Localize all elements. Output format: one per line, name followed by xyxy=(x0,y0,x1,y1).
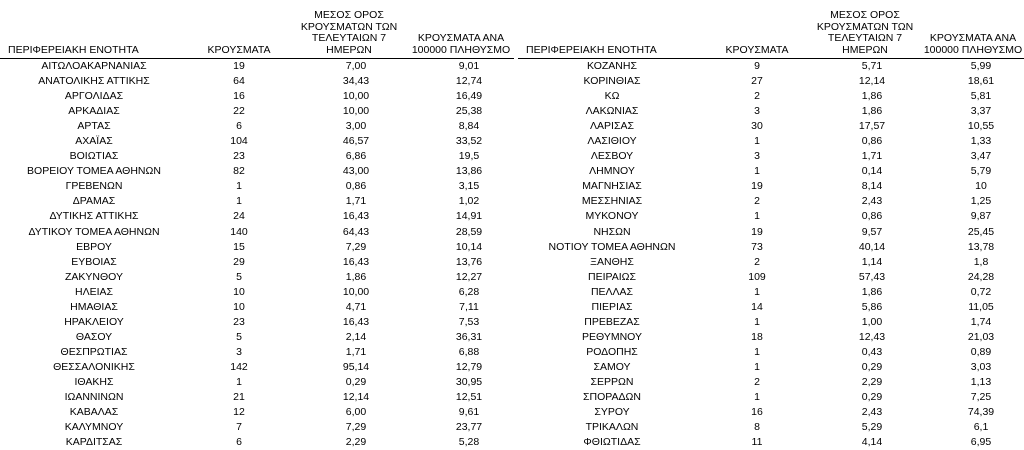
region-cell: ΘΕΣΠΡΩΤΙΑΣ xyxy=(0,345,188,360)
table-row xyxy=(0,255,514,270)
avg-7-days-cell: 7,00 xyxy=(290,59,408,75)
table-row xyxy=(0,360,514,375)
region-cell: ΗΛΕΙΑΣ xyxy=(0,285,188,300)
table-row xyxy=(0,435,514,450)
table-row xyxy=(518,375,1024,390)
table-row xyxy=(518,360,1024,375)
region-cell: ΖΑΚΥΝΘΟΥ xyxy=(0,270,188,285)
table-header-row xyxy=(518,8,1024,59)
avg-7-days-cell: 0,29 xyxy=(290,375,408,390)
table-row xyxy=(518,104,1024,119)
table-row xyxy=(518,194,1024,209)
cases-cell: 5 xyxy=(188,270,290,285)
avg-7-days-cell: 17,57 xyxy=(808,119,922,134)
table-row xyxy=(0,194,514,209)
cases-per-100k-cell: 74,39 xyxy=(922,405,1024,420)
region-cell: ΜΕΣΣΗΝΙΑΣ xyxy=(518,194,706,209)
region-cell: ΔΡΑΜΑΣ xyxy=(0,194,188,209)
table-row xyxy=(518,240,1024,255)
avg-7-days-cell: 0,86 xyxy=(290,179,408,194)
region-cell: ΠΡΕΒΕΖΑΣ xyxy=(518,315,706,330)
table-row xyxy=(518,315,1024,330)
cases-per-100k-cell: 5,81 xyxy=(922,89,1024,104)
cases-cell: 23 xyxy=(188,315,290,330)
table-row xyxy=(0,315,514,330)
table-row xyxy=(0,420,514,435)
avg-7-days-cell: 0,29 xyxy=(808,360,922,375)
cases-cell: 9 xyxy=(706,59,808,75)
avg-7-days-cell: 16,43 xyxy=(290,255,408,270)
cases-per-100k-cell: 5,99 xyxy=(922,59,1024,75)
table-row xyxy=(0,300,514,315)
cases-cell: 8 xyxy=(706,420,808,435)
cases-per-100k-cell: 12,74 xyxy=(408,74,514,89)
table-row xyxy=(0,209,514,224)
avg-7-days-cell: 40,14 xyxy=(808,240,922,255)
avg-7-days-cell: 1,71 xyxy=(290,194,408,209)
avg-7-days-cell: 1,71 xyxy=(290,345,408,360)
cases-per-100k-cell: 7,11 xyxy=(408,300,514,315)
region-cell: ΚΟΡΙΝΘΙΑΣ xyxy=(518,74,706,89)
region-cell: ΛΕΣΒΟΥ xyxy=(518,149,706,164)
cases-per-100k-cell: 7,25 xyxy=(922,390,1024,405)
table-row xyxy=(518,149,1024,164)
table-row xyxy=(0,134,514,149)
cases-per-100k-cell: 11,05 xyxy=(922,300,1024,315)
region-cell: ΒΟΡΕΙΟΥ ΤΟΜΕΑ ΑΘΗΝΩΝ xyxy=(0,164,188,179)
region-cell: ΑΡΤΑΣ xyxy=(0,119,188,134)
cases-per-100k-cell: 5,28 xyxy=(408,435,514,450)
cases-per-100k-cell: 28,59 xyxy=(408,225,514,240)
avg-7-days-cell: 0,43 xyxy=(808,345,922,360)
table-row xyxy=(0,375,514,390)
cases-per-100k-cell: 9,87 xyxy=(922,209,1024,224)
cases-per-100k-cell: 16,49 xyxy=(408,89,514,104)
cases-cell: 6 xyxy=(188,119,290,134)
cases-cell: 1 xyxy=(706,164,808,179)
cases-per-100k-cell: 12,79 xyxy=(408,360,514,375)
avg-7-days-cell: 5,29 xyxy=(808,420,922,435)
region-cell: ΘΑΣΟΥ xyxy=(0,330,188,345)
cases-per-100k-cell: 19,5 xyxy=(408,149,514,164)
region-cell: ΙΩΑΝΝΙΝΩΝ xyxy=(0,390,188,405)
avg-7-days-cell: 5,71 xyxy=(808,59,922,75)
cases-cell: 73 xyxy=(706,240,808,255)
cases-per-100k-cell: 9,61 xyxy=(408,405,514,420)
region-cell: ΡΕΘΥΜΝΟΥ xyxy=(518,330,706,345)
cases-cell: 1 xyxy=(188,179,290,194)
cases-per-100k-cell: 1,33 xyxy=(922,134,1024,149)
avg-7-days-cell: 2,29 xyxy=(808,375,922,390)
region-cell: ΦΘΙΩΤΙΔΑΣ xyxy=(518,435,706,450)
table-row xyxy=(0,390,514,405)
region-cell: ΝΟΤΙΟΥ ΤΟΜΕΑ ΑΘΗΝΩΝ xyxy=(518,240,706,255)
cases-cell: 19 xyxy=(706,225,808,240)
cases-per-100k-cell: 24,28 xyxy=(922,270,1024,285)
avg-7-days-cell: 95,14 xyxy=(290,360,408,375)
cases-cell: 2 xyxy=(706,89,808,104)
table-row xyxy=(518,420,1024,435)
region-cell: ΚΑΛΥΜΝΟΥ xyxy=(0,420,188,435)
region-cell: ΣΠΟΡΑΔΩΝ xyxy=(518,390,706,405)
cases-table-left xyxy=(0,8,514,450)
region-cell: ΒΟΙΩΤΙΑΣ xyxy=(0,149,188,164)
avg-7-days-cell: 34,43 xyxy=(290,74,408,89)
region-cell: ΔΥΤΙΚΗΣ ΑΤΤΙΚΗΣ xyxy=(0,209,188,224)
avg-7-days-cell: 4,14 xyxy=(808,435,922,450)
cases-per-100k-cell: 3,47 xyxy=(922,149,1024,164)
avg-7-days-cell: 1,71 xyxy=(808,149,922,164)
cases-cell: 82 xyxy=(188,164,290,179)
cases-per-100k-cell: 10,14 xyxy=(408,240,514,255)
header-region: ΠΕΡΙΦΕΡΕΙΑΚΗ ΕΝΟΤΗΤΑ xyxy=(0,8,188,59)
cases-per-100k-cell: 1,8 xyxy=(922,255,1024,270)
cases-cell: 10 xyxy=(188,285,290,300)
region-cell: ΚΑΒΑΛΑΣ xyxy=(0,405,188,420)
cases-per-100k-cell: 33,52 xyxy=(408,134,514,149)
cases-cell: 18 xyxy=(706,330,808,345)
region-cell: ΣΑΜΟΥ xyxy=(518,360,706,375)
table-row xyxy=(518,89,1024,104)
table-row xyxy=(518,134,1024,149)
region-cell: ΔΥΤΙΚΟΥ ΤΟΜΕΑ ΑΘΗΝΩΝ xyxy=(0,225,188,240)
table-row xyxy=(518,74,1024,89)
cases-cell: 1 xyxy=(706,315,808,330)
cases-cell: 15 xyxy=(188,240,290,255)
cases-per-100k-cell: 7,53 xyxy=(408,315,514,330)
avg-7-days-cell: 1,86 xyxy=(808,89,922,104)
cases-cell: 3 xyxy=(706,104,808,119)
table-row xyxy=(0,225,514,240)
avg-7-days-cell: 16,43 xyxy=(290,209,408,224)
header-avg-7-days: ΜΕΣΟΣ ΟΡΟΣ ΚΡΟΥΣΜΑΤΩΝ ΤΩΝ ΤΕΛΕΥΤΑΙΩΝ 7 ΗΜΕΡΩΝ xyxy=(808,8,922,59)
region-cell: ΗΡΑΚΛΕΙΟΥ xyxy=(0,315,188,330)
avg-7-days-cell: 3,00 xyxy=(290,119,408,134)
header-cases-per-100k: ΚΡΟΥΣΜΑΤΑ ΑΝΑ 100000 ΠΛΗΘΥΣΜΟ xyxy=(408,8,514,59)
cases-cell: 5 xyxy=(188,330,290,345)
cases-cell: 2 xyxy=(706,255,808,270)
avg-7-days-cell: 4,71 xyxy=(290,300,408,315)
cases-per-100k-cell: 3,15 xyxy=(408,179,514,194)
table-row xyxy=(0,59,514,75)
avg-7-days-cell: 10,00 xyxy=(290,104,408,119)
region-cell: ΝΗΣΩΝ xyxy=(518,225,706,240)
table-row xyxy=(0,179,514,194)
table-row xyxy=(0,119,514,134)
cases-cell: 2 xyxy=(706,375,808,390)
region-cell: ΣΥΡΟΥ xyxy=(518,405,706,420)
region-cell: ΑΡΓΟΛΙΔΑΣ xyxy=(0,89,188,104)
cases-cell: 23 xyxy=(188,149,290,164)
cases-cell: 24 xyxy=(188,209,290,224)
avg-7-days-cell: 7,29 xyxy=(290,240,408,255)
table-row xyxy=(518,345,1024,360)
region-cell: ΠΙΕΡΙΑΣ xyxy=(518,300,706,315)
cases-per-100k-cell: 12,51 xyxy=(408,390,514,405)
avg-7-days-cell: 8,14 xyxy=(808,179,922,194)
avg-7-days-cell: 57,43 xyxy=(808,270,922,285)
header-avg-7-days: ΜΕΣΟΣ ΟΡΟΣ ΚΡΟΥΣΜΑΤΩΝ ΤΩΝ ΤΕΛΕΥΤΑΙΩΝ 7 ΗΜΕΡΩΝ xyxy=(290,8,408,59)
cases-cell: 30 xyxy=(706,119,808,134)
table-row xyxy=(518,59,1024,75)
region-cell: ΛΑΡΙΣΑΣ xyxy=(518,119,706,134)
table-row xyxy=(518,255,1024,270)
cases-per-100k-cell: 36,31 xyxy=(408,330,514,345)
cases-table-right-body xyxy=(518,59,1024,450)
cases-cell: 6 xyxy=(188,435,290,450)
region-cell: ΛΗΜΝΟΥ xyxy=(518,164,706,179)
region-cell: ΑΡΚΑΔΙΑΣ xyxy=(0,104,188,119)
table-row xyxy=(518,164,1024,179)
avg-7-days-cell: 9,57 xyxy=(808,225,922,240)
cases-cell: 19 xyxy=(706,179,808,194)
cases-per-100k-cell: 9,01 xyxy=(408,59,514,75)
region-cell: ΞΑΝΘΗΣ xyxy=(518,255,706,270)
cases-cell: 1 xyxy=(706,390,808,405)
avg-7-days-cell: 0,86 xyxy=(808,134,922,149)
avg-7-days-cell: 1,86 xyxy=(808,104,922,119)
cases-per-100k-cell: 13,76 xyxy=(408,255,514,270)
avg-7-days-cell: 0,14 xyxy=(808,164,922,179)
cases-per-100k-cell: 0,89 xyxy=(922,345,1024,360)
cases-cell: 22 xyxy=(188,104,290,119)
avg-7-days-cell: 2,14 xyxy=(290,330,408,345)
header-region: ΠΕΡΙΦΕΡΕΙΑΚΗ ΕΝΟΤΗΤΑ xyxy=(518,8,706,59)
table-row xyxy=(518,270,1024,285)
table-row xyxy=(0,74,514,89)
cases-per-100k-cell: 1,25 xyxy=(922,194,1024,209)
table-row xyxy=(518,119,1024,134)
cases-per-100k-cell: 3,03 xyxy=(922,360,1024,375)
table-row xyxy=(0,104,514,119)
avg-7-days-cell: 0,86 xyxy=(808,209,922,224)
cases-table-left-body xyxy=(0,59,514,450)
region-cell: ΚΩ xyxy=(518,89,706,104)
cases-per-100k-cell: 6,95 xyxy=(922,435,1024,450)
table-row xyxy=(518,435,1024,450)
table-row xyxy=(518,405,1024,420)
header-cases: ΚΡΟΥΣΜΑΤΑ xyxy=(188,8,290,59)
region-cell: ΑΝΑΤΟΛΙΚΗΣ ΑΤΤΙΚΗΣ xyxy=(0,74,188,89)
cases-cell: 29 xyxy=(188,255,290,270)
table-row xyxy=(0,345,514,360)
avg-7-days-cell: 16,43 xyxy=(290,315,408,330)
region-cell: ΤΡΙΚΑΛΩΝ xyxy=(518,420,706,435)
table-row xyxy=(518,179,1024,194)
cases-cell: 104 xyxy=(188,134,290,149)
region-cell: ΛΑΚΩΝΙΑΣ xyxy=(518,104,706,119)
cases-cell: 1 xyxy=(706,345,808,360)
cases-per-100k-cell: 5,79 xyxy=(922,164,1024,179)
region-cell: ΚΑΡΔΙΤΣΑΣ xyxy=(0,435,188,450)
cases-per-100k-cell: 25,45 xyxy=(922,225,1024,240)
cases-per-100k-cell: 1,74 xyxy=(922,315,1024,330)
avg-7-days-cell: 1,86 xyxy=(808,285,922,300)
cases-cell: 1 xyxy=(188,194,290,209)
region-cell: ΜΥΚΟΝΟΥ xyxy=(518,209,706,224)
region-cell: ΛΑΣΙΘΙΟΥ xyxy=(518,134,706,149)
cases-cell: 1 xyxy=(188,375,290,390)
header-cases-per-100k: ΚΡΟΥΣΜΑΤΑ ΑΝΑ 100000 ΠΛΗΘΥΣΜΟ xyxy=(922,8,1024,59)
region-cell: ΘΕΣΣΑΛΟΝΙΚΗΣ xyxy=(0,360,188,375)
table-row xyxy=(518,209,1024,224)
region-cell: ΕΒΡΟΥ xyxy=(0,240,188,255)
cases-cell: 27 xyxy=(706,74,808,89)
cases-per-100k-cell: 25,38 xyxy=(408,104,514,119)
cases-per-100k-cell: 1,13 xyxy=(922,375,1024,390)
cases-per-100k-cell: 6,1 xyxy=(922,420,1024,435)
cases-cell: 1 xyxy=(706,285,808,300)
cases-per-100k-cell: 6,88 xyxy=(408,345,514,360)
cases-cell: 3 xyxy=(706,149,808,164)
cases-cell: 16 xyxy=(188,89,290,104)
cases-per-100k-cell: 0,72 xyxy=(922,285,1024,300)
cases-cell: 1 xyxy=(706,134,808,149)
cases-cell: 2 xyxy=(706,194,808,209)
avg-7-days-cell: 6,86 xyxy=(290,149,408,164)
avg-7-days-cell: 12,43 xyxy=(808,330,922,345)
table-row xyxy=(0,164,514,179)
avg-7-days-cell: 10,00 xyxy=(290,285,408,300)
table-row xyxy=(0,285,514,300)
region-cell: ΠΕΛΛΑΣ xyxy=(518,285,706,300)
cases-per-100k-cell: 13,78 xyxy=(922,240,1024,255)
table-row xyxy=(0,330,514,345)
avg-7-days-cell: 1,86 xyxy=(290,270,408,285)
table-row xyxy=(518,330,1024,345)
region-cell: ΓΡΕΒΕΝΩΝ xyxy=(0,179,188,194)
region-cell: ΠΕΙΡΑΙΩΣ xyxy=(518,270,706,285)
region-cell: ΗΜΑΘΙΑΣ xyxy=(0,300,188,315)
cases-per-100k-cell: 10 xyxy=(922,179,1024,194)
cases-cell: 140 xyxy=(188,225,290,240)
avg-7-days-cell: 2,43 xyxy=(808,194,922,209)
region-cell: ΑΙΤΩΛΟΑΚΑΡΝΑΝΙΑΣ xyxy=(0,59,188,75)
cases-cell: 21 xyxy=(188,390,290,405)
table-row xyxy=(518,300,1024,315)
avg-7-days-cell: 43,00 xyxy=(290,164,408,179)
avg-7-days-cell: 64,43 xyxy=(290,225,408,240)
table-row xyxy=(0,149,514,164)
table-row xyxy=(0,89,514,104)
cases-cell: 109 xyxy=(706,270,808,285)
cases-per-100k-cell: 8,84 xyxy=(408,119,514,134)
cases-cell: 1 xyxy=(706,360,808,375)
table-row xyxy=(0,270,514,285)
table-row xyxy=(0,240,514,255)
cases-table-right xyxy=(518,8,1024,450)
table-header-row xyxy=(0,8,514,59)
cases-per-100k-cell: 21,03 xyxy=(922,330,1024,345)
avg-7-days-cell: 1,00 xyxy=(808,315,922,330)
cases-cell: 10 xyxy=(188,300,290,315)
table-row xyxy=(518,285,1024,300)
header-cases: ΚΡΟΥΣΜΑΤΑ xyxy=(706,8,808,59)
region-cell: ΑΧΑΪΑΣ xyxy=(0,134,188,149)
avg-7-days-cell: 12,14 xyxy=(290,390,408,405)
avg-7-days-cell: 2,43 xyxy=(808,405,922,420)
table-row xyxy=(518,225,1024,240)
cases-cell: 3 xyxy=(188,345,290,360)
avg-7-days-cell: 0,29 xyxy=(808,390,922,405)
region-cell: ΚΟΖΑΝΗΣ xyxy=(518,59,706,75)
cases-cell: 11 xyxy=(706,435,808,450)
cases-cell: 7 xyxy=(188,420,290,435)
cases-per-100k-cell: 10,55 xyxy=(922,119,1024,134)
avg-7-days-cell: 2,29 xyxy=(290,435,408,450)
region-cell: ΡΟΔΟΠΗΣ xyxy=(518,345,706,360)
cases-cell: 19 xyxy=(188,59,290,75)
cases-cell: 142 xyxy=(188,360,290,375)
cases-per-100k-cell: 14,91 xyxy=(408,209,514,224)
avg-7-days-cell: 1,14 xyxy=(808,255,922,270)
cases-per-100k-cell: 12,27 xyxy=(408,270,514,285)
cases-per-100k-cell: 30,95 xyxy=(408,375,514,390)
cases-per-100k-cell: 3,37 xyxy=(922,104,1024,119)
avg-7-days-cell: 12,14 xyxy=(808,74,922,89)
avg-7-days-cell: 10,00 xyxy=(290,89,408,104)
avg-7-days-cell: 5,86 xyxy=(808,300,922,315)
cases-per-100k-cell: 23,77 xyxy=(408,420,514,435)
cases-cell: 14 xyxy=(706,300,808,315)
cases-cell: 1 xyxy=(706,209,808,224)
cases-per-100k-cell: 1,02 xyxy=(408,194,514,209)
table-row xyxy=(518,390,1024,405)
cases-per-100k-cell: 18,61 xyxy=(922,74,1024,89)
cases-per-100k-cell: 6,28 xyxy=(408,285,514,300)
region-cell: ΜΑΓΝΗΣΙΑΣ xyxy=(518,179,706,194)
region-cell: ΙΘΑΚΗΣ xyxy=(0,375,188,390)
cases-cell: 12 xyxy=(188,405,290,420)
region-cell: ΕΥΒΟΙΑΣ xyxy=(0,255,188,270)
cases-cell: 64 xyxy=(188,74,290,89)
avg-7-days-cell: 6,00 xyxy=(290,405,408,420)
region-cell: ΣΕΡΡΩΝ xyxy=(518,375,706,390)
avg-7-days-cell: 46,57 xyxy=(290,134,408,149)
cases-cell: 16 xyxy=(706,405,808,420)
cases-per-100k-cell: 13,86 xyxy=(408,164,514,179)
table-row xyxy=(0,405,514,420)
avg-7-days-cell: 7,29 xyxy=(290,420,408,435)
